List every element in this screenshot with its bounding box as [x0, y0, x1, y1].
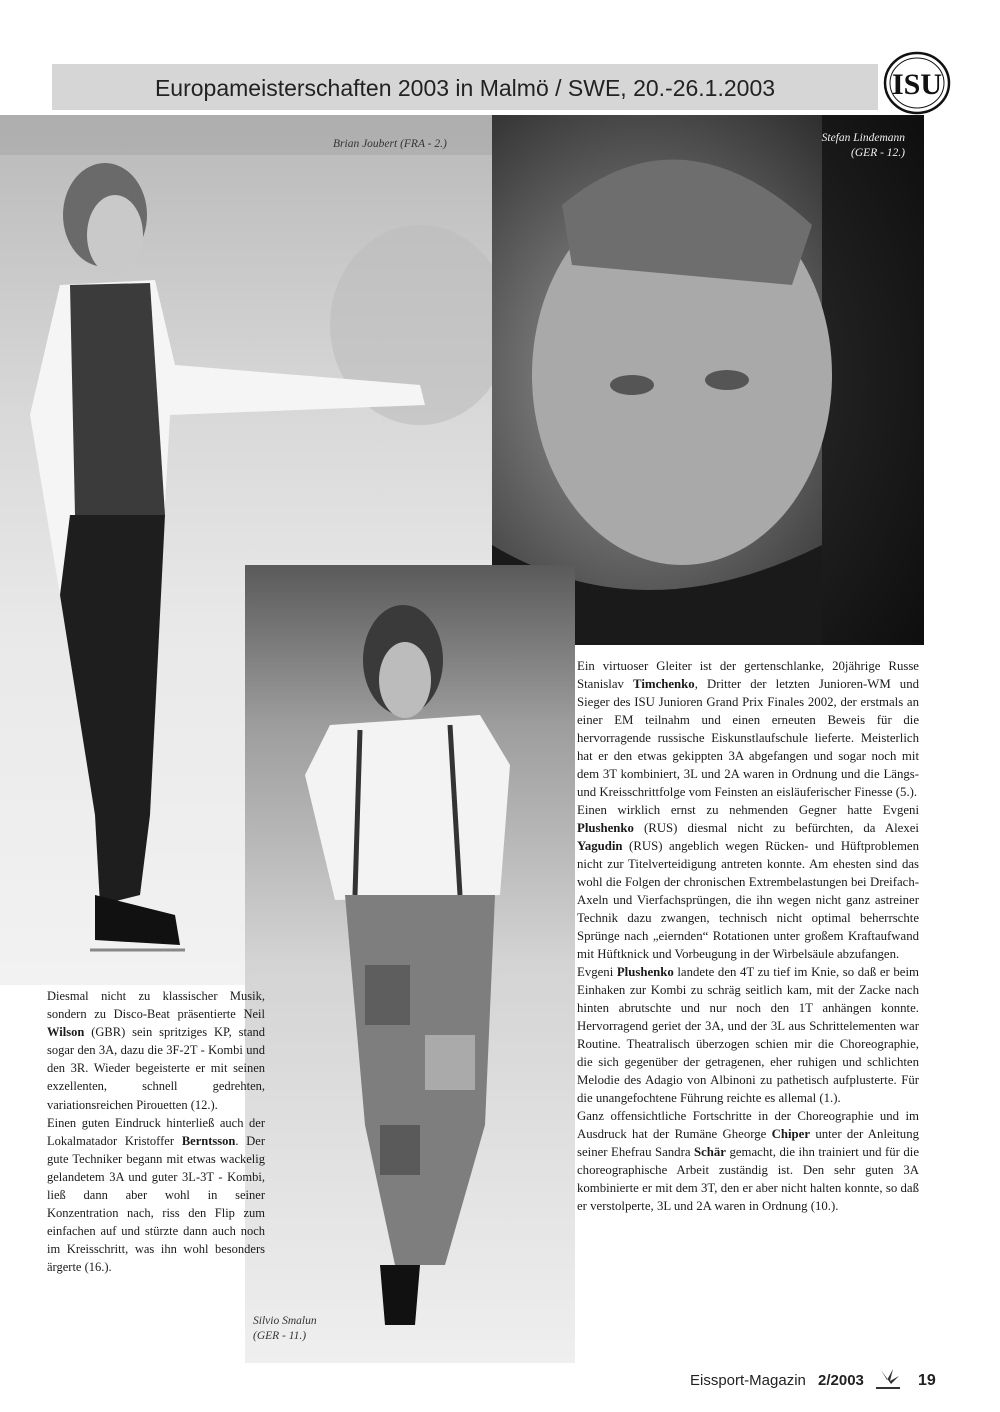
name-wilson: Wilson [47, 1025, 85, 1040]
paragraph-timchenko: Ein virtuoser Gleiter ist der gertenschlanke, 20jährige Russe Stanislav Timchenko, Dritter der letzten Junioren-WM und Sieger des ISU Junioren Grand Prix Finales 2002, der erstmals an einer EM teilnahm und einen erneuten Beweis für die hervorragende russische Eiskunstlaufschule lieferte. Meisterlich hat er den etwas gekippten 3A abgefangen und sogar noch mit dem 3T kombiniert, 3L und 2A waren in Ordnung und die Längs- und Kreisschrittfolge vom Feinsten an eisläuferischer Finesse (5.). [577, 659, 920, 799]
name-plushenko: Plushenko [616, 965, 674, 979]
footer-issue: 2/2003 [818, 1372, 864, 1389]
isu-logo [882, 50, 952, 116]
caption-smalun-name: Silvio Smalun [253, 1315, 317, 1327]
name-timchenko: Timchenko [633, 677, 695, 691]
paragraph-plushenko-program: Evgeni Plushenko landete den 4T zu tief im Knie, so daß er beim Einhaken zur Kombi zu schräg seitlich kam, mit der Zacke nach hinten abrutschte und nur noch den 1T anhängen konnte. Hervorragend geriet der 3A, und der 3L aus Schrittelementen war Routine. Theatralisch überzogen schien mir die Choreographie, die sich gegenüber der getragenen, eher ruhigen und schlichten Melodie des Adagio von Albinoni zu pathetisch aufplusterte. Für die unangefochtene Führung reichte es allemal (1.). [577, 965, 919, 1105]
caption-lindemann-result: (GER - 12.) [851, 147, 905, 159]
svg-text:ISU: ISU [891, 68, 943, 101]
name-plushenko: Plushenko [577, 821, 634, 835]
photo-silvio-smalun [245, 565, 575, 1363]
name-schaer: Schär [693, 1145, 726, 1159]
paragraph-plushenko-opponent: Einen wirklich ernst zu nehmenden Gegner hatte Evgeni Plushenko (RUS) diesmal nicht zu befürchten, da Alexei Yagudin (RUS) angeblich wegen Rücken- und Hüftproblemen nicht zur Titelverteidigung antreten konnte. Am ehesten sind das wohl die Folgen der chronischen Extrembelastungen bei Dreifach-Axeln und Vierfachsprüngen, die ihn wegen nicht ganz astreiner Technik dazu zwangen, technisch nicht optimal beherrschte Sprünge nach „eiernden“ Rotationen unter großem Kraftaufwand mit Hüftknick und Vorbeugung in der Wirbelsäule abzufangen. [577, 803, 919, 961]
caption-lindemann-name: Stefan Lindemann [821, 132, 905, 144]
page-title: Europameisterschaften 2003 in Malmö / SWE, 20.-26.1.2003 [154, 75, 776, 101]
page-number: 19 [918, 1372, 936, 1389]
right-article-column [577, 657, 919, 1215]
paragraph-wilson: Diesmal nicht zu klassischer Musik, sondern zu Disco-Beat präsentierte Neil Wilson (GBR) sein spritziges KP, stand sogar den 3A, dazu die 3F-2T - Kombi und den 3R. Wieder begeisterte er mit seinen exzellenten, schnell gedrehten, variationsreichen Pirouetten (12.). [47, 989, 265, 1112]
caption-lindemann [800, 131, 905, 161]
skate-logo-icon [873, 1366, 903, 1392]
caption-joubert: Brian Joubert (FRA - 2.) [333, 138, 447, 150]
paragraph-chiper: Ganz offensichtliche Fortschritte in der Choreographie und im Ausdruck hat der Rumäne Gheorge Chiper unter der Anleitung seiner Ehefrau Sandra Schär gemacht, die ihn trainiert und für die choreographische Arbeit zuständig ist. Den sehr guten 3A kombinierte er mit dem 3T, den er aber nicht halten konnte, so daß er verstolperte, 3L und 2A waren in Ordnung (10.). [577, 1109, 920, 1213]
caption-smalun-result: (GER - 11.) [253, 1330, 307, 1342]
left-article-column [47, 987, 265, 1277]
name-yagudin: Yagudin [577, 839, 623, 853]
paragraph-berntsson: Einen guten Eindruck hinterließ auch der Lokalmatador Kristoffer Berntsson. Der gute Techniker begann mit etwas wackelig gelandetem 3A und guter 3L-3T - Kombi, ließ dann aber wohl in seiner Konzentration nach, riss den Flip zum einfachen auf und stürzte dann auch noch im Kreisschritt, was ihn wohl besonders ärgerte (16.). [47, 1115, 265, 1275]
footer-magazine-name: Eissport-Magazin [690, 1372, 806, 1389]
name-berntsson: Berntsson [181, 1133, 236, 1148]
name-chiper: Chiper [771, 1127, 811, 1141]
page-footer [690, 1370, 950, 1392]
caption-smalun [253, 1314, 317, 1344]
